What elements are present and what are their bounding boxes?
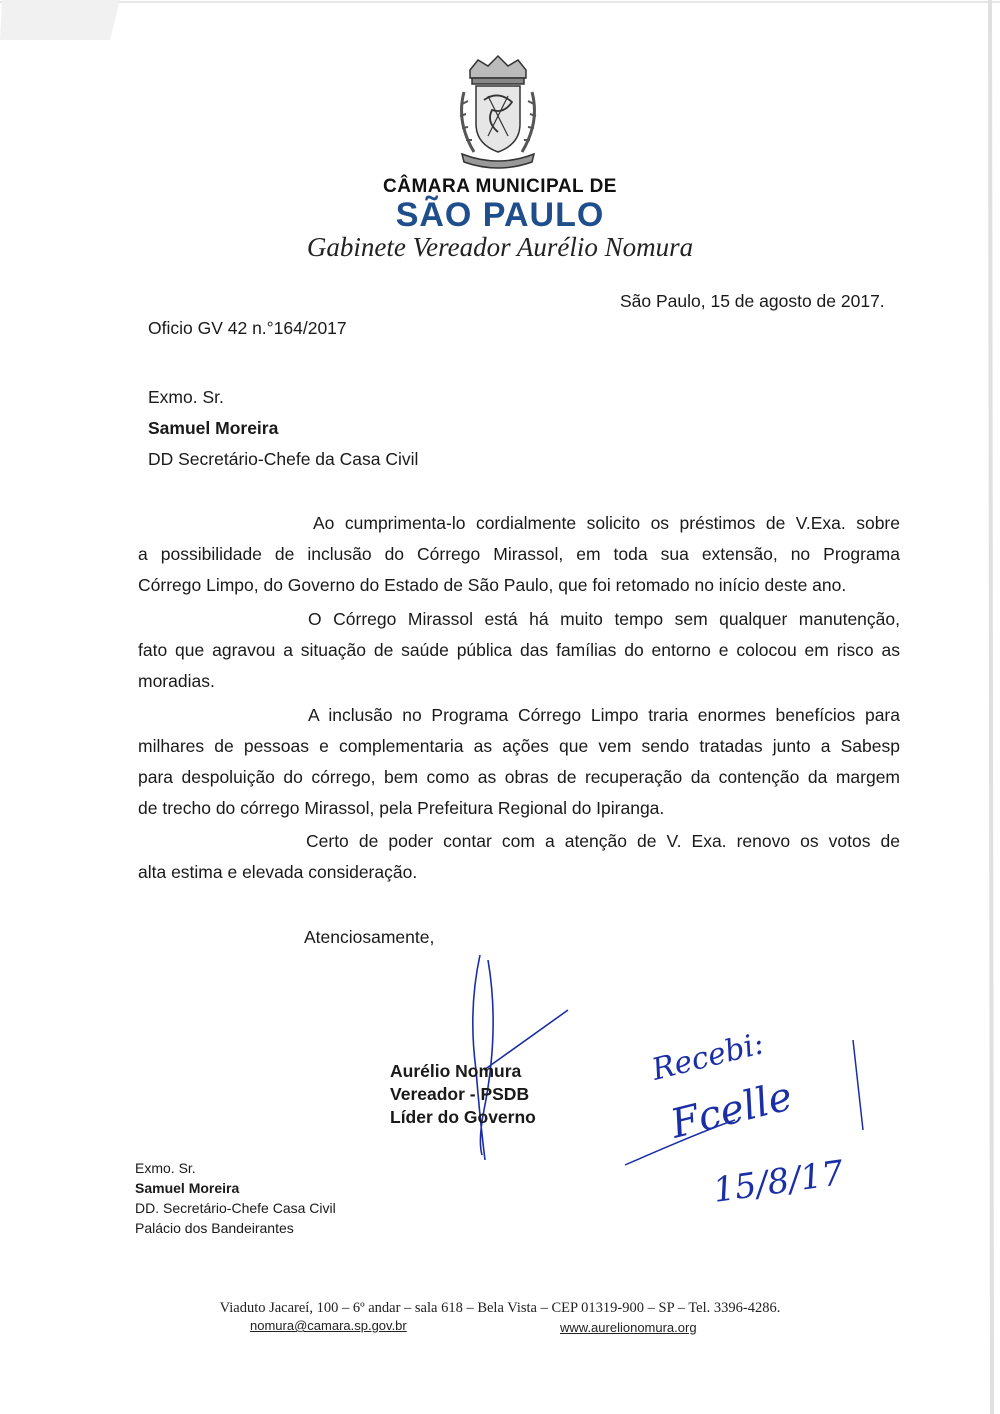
paragraph-line: a possibilidade de inclusão do Córrego Mirassol, em toda sua extensão, no Programa <box>138 544 900 564</box>
signatory-name: Aurélio Nomura <box>390 1061 522 1081</box>
org-name-line2: SÃO PAULO <box>395 196 605 234</box>
paragraph-line: para despoluição do córrego, bem como as obras de recuperação da contenção da margem <box>138 767 900 787</box>
bottom-recipient-name: Samuel Moreira <box>135 1180 240 1196</box>
closing-phrase: Atenciosamente, <box>304 927 435 947</box>
paragraph-line: Ao cumprimenta-lo cordialmente solicito os préstimos de V.Exa. sobre <box>313 513 900 533</box>
bottom-salutation: Exmo. Sr. <box>135 1160 196 1176</box>
signatory-role: Vereador - PSDB <box>390 1084 530 1104</box>
letter-reference: Oficio GV 42 n.°164/2017 <box>148 318 347 338</box>
handwritten-line3: 15/8/17 <box>710 1153 847 1211</box>
signatory-position: Líder do Governo <box>390 1107 536 1127</box>
footer-email-link[interactable]: nomura@camara.sp.gov.br <box>250 1318 407 1333</box>
recipient-name: Samuel Moreira <box>148 418 279 438</box>
paragraph-line: fato que agravou a situação de saúde pública das famílias do entorno e colocou em risco as <box>138 640 900 660</box>
handwritten-line2: Fcelle <box>666 1073 797 1148</box>
paragraph-line: milhares de pessoas e complementaria as ações que vem sendo tratadas junto a Sabesp <box>138 736 900 756</box>
cabinet-title: Gabinete Vereador Aurélio Nomura <box>306 232 694 262</box>
paragraph-line: Córrego Limpo, do Governo do Estado de São Paulo, que foi retomado no início deste ano. <box>138 575 847 595</box>
paragraph-line: moradias. <box>138 671 215 691</box>
footer-website-link[interactable]: www.aurelionomura.org <box>560 1320 697 1335</box>
bottom-recipient-place: Palácio dos Bandeirantes <box>135 1220 294 1236</box>
paragraph-line: alta estima e elevada consideração. <box>138 862 418 882</box>
org-name-line1: CÂMARA MUNICIPAL DE <box>383 176 617 197</box>
paragraph-line: Certo de poder contar com a atenção de V. Exa. renovo os votos de <box>306 831 900 851</box>
bottom-recipient-title: DD. Secretário-Chefe Casa Civil <box>135 1200 336 1216</box>
paragraph-line: A inclusão no Programa Córrego Limpo traria enormes benefícios para <box>308 705 900 725</box>
paragraph-line: O Córrego Mirassol está há muito tempo sem qualquer manutenção, <box>308 609 900 629</box>
handwritten-line1: Recebi: <box>648 1026 768 1088</box>
recipient-salutation: Exmo. Sr. <box>148 387 224 407</box>
footer-address: Viaduto Jacareí, 100 – 6º andar – sala 618 – Bela Vista – CEP 01319-900 – SP – Tel. 3396-4286. <box>219 1300 781 1316</box>
recipient-title: DD Secretário-Chefe da Casa Civil <box>148 449 419 469</box>
paragraph-line: de trecho do córrego Mirassol, pela Prefeitura Regional do Ipiranga. <box>138 798 665 818</box>
letter-date: São Paulo, 15 de agosto de 2017. <box>620 291 885 311</box>
